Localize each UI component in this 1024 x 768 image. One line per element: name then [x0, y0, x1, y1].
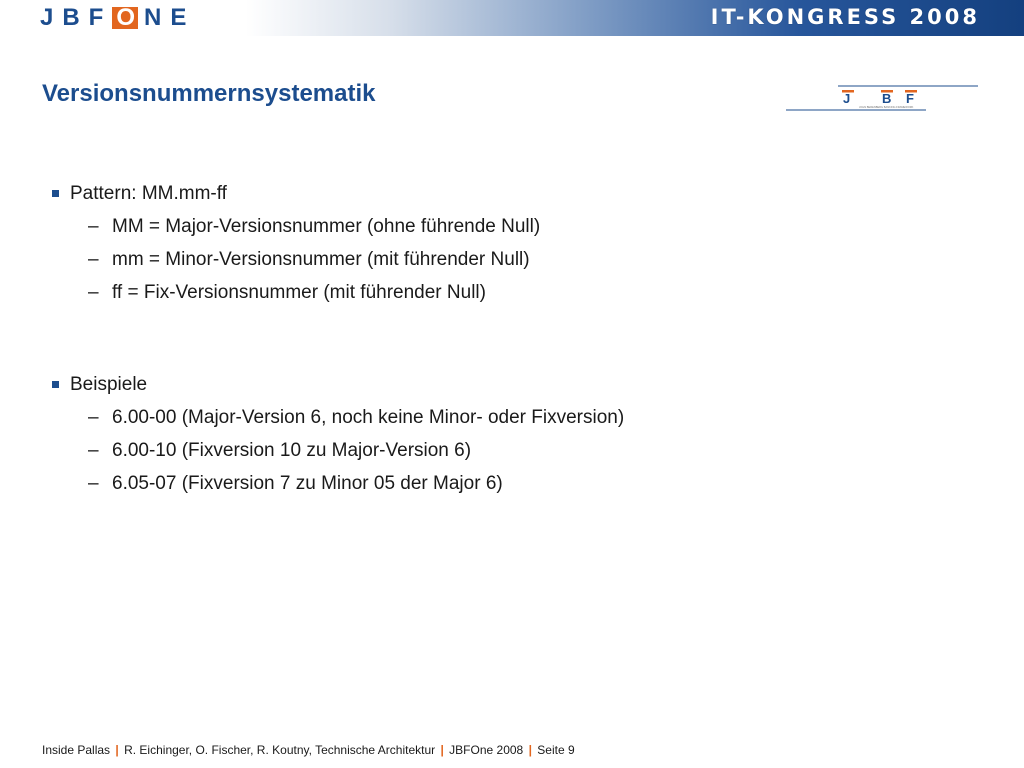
dash-marker: – — [88, 216, 99, 237]
logo-o-box: O — [112, 7, 138, 29]
jbf-tagline: JOHN BERENBERG BANKING FRAMEWORK — [859, 106, 914, 109]
jbf-letter-j: J — [843, 91, 851, 106]
footer-separator: | — [528, 743, 532, 757]
dash-marker: – — [88, 473, 99, 494]
sub-item — [48, 246, 948, 274]
dash-marker: – — [88, 407, 99, 428]
jbf-letter-b: B — [882, 91, 892, 106]
dash-marker: – — [88, 282, 99, 303]
footer-separator: | — [115, 743, 119, 757]
jbfone-logo — [40, 5, 195, 31]
footer-separator: | — [440, 743, 444, 757]
bullet-item — [48, 180, 948, 208]
bullet-item — [48, 371, 948, 399]
bullet-group-examples — [48, 371, 948, 498]
jbf-letter-f: F — [906, 91, 914, 106]
sub-item — [48, 213, 948, 241]
square-bullet-icon — [52, 190, 59, 197]
sub-item — [48, 279, 948, 307]
footer-project: JBFOne 2008 — [449, 743, 524, 757]
sub-item-text: MM = Major-Versionsnummer (ohne führende Null) — [112, 216, 541, 237]
bullet-label: Pattern: MM.mm-ff — [70, 183, 227, 204]
sub-item-text: mm = Minor-Versionsnummer (mit führender Null) — [112, 249, 530, 270]
bullet-label: Beispiele — [70, 374, 148, 395]
congress-title: IT-KONGRESS 2008 — [710, 5, 980, 29]
square-bullet-icon — [52, 381, 59, 388]
footer-event: Inside Pallas — [42, 743, 111, 757]
logo-prefix: JBF — [40, 4, 113, 31]
footer-page-number: Seite 9 — [537, 743, 575, 757]
page-title: Versionsnummernsystematik — [42, 80, 376, 107]
sub-item — [48, 404, 948, 432]
jbf-logo — [786, 84, 978, 112]
sub-item — [48, 470, 948, 498]
logo-suffix: NE — [144, 4, 196, 31]
slide-content — [48, 180, 948, 498]
dash-marker: – — [88, 249, 99, 270]
footer — [42, 743, 575, 757]
dash-marker: – — [88, 440, 99, 461]
bullet-group-pattern — [48, 180, 948, 307]
header-bar — [0, 0, 1024, 36]
sub-item-text: ff = Fix-Versionsnummer (mit führender Null) — [112, 282, 486, 303]
sub-item-text: 6.00-00 (Major-Version 6, noch keine Minor- oder Fixversion) — [112, 407, 625, 428]
footer-authors: R. Eichinger, O. Fischer, R. Koutny, Technische Architektur — [124, 743, 436, 757]
sub-item-text: 6.05-07 (Fixversion 7 zu Minor 05 der Major 6) — [112, 473, 503, 494]
sub-item — [48, 437, 948, 465]
sub-item-text: 6.00-10 (Fixversion 10 zu Major-Version 6) — [112, 440, 472, 461]
